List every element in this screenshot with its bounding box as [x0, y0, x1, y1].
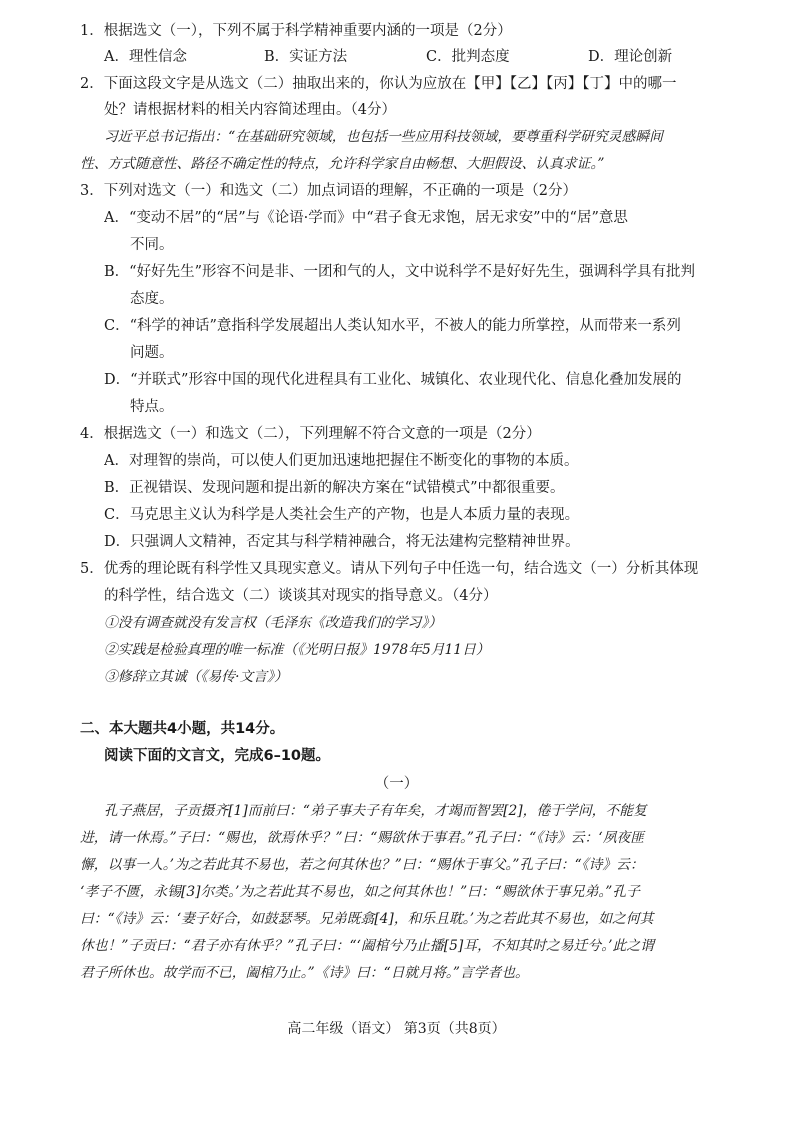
q1-option-c: C．批判态度: [426, 49, 510, 65]
q4-option-d: D．只强调人文精神，否定其与科学精神融合，将无法建构完整精神世界。: [104, 534, 580, 550]
q5-item-3: ③修辞立其诚（《易传·文言》）: [104, 669, 288, 685]
q3-option-b-line2: 态度。: [130, 291, 174, 307]
q2-quote-line2: 性、方式随意性、路径不确定性的特点，允许科学家自由畅想、大胆假设、认真求证。”: [80, 156, 605, 172]
q5-line2: 的科学性，结合选文（二）谈谈其对现实的指导意义。（4分）: [104, 588, 498, 604]
q3-stem: 3．下列对选文（一）和选文（二）加点词语的理解，不正确的一项是（2分）: [80, 183, 577, 199]
q5-item-2: ②实践是检验真理的唯一标准（《光明日报》1978年5月11日）: [104, 642, 490, 658]
q3-option-c-line2: 问题。: [130, 345, 174, 361]
passage-line-1: 孔子燕居，子贡摄齐[1]而前曰：“弟子事夫子有年矣，才竭而智罢[2]，倦于学问，不能复: [104, 803, 647, 819]
q1-stem: 1．根据选文（一），下列不属于科学精神重要内涵的一项是（2分）: [80, 23, 512, 39]
section2-heading: 二、本大题共4小题，共14分。: [80, 721, 285, 737]
section2-instruction: 阅读下面的文言文，完成6–10题。: [104, 748, 331, 764]
q4-option-a: A．对理智的崇尚，可以使人们更加迅速地把握住不断变化的事物的本质。: [104, 453, 579, 469]
q3-option-d-line2: 特点。: [130, 399, 174, 415]
q3-option-a-line2: 不同。: [130, 237, 174, 253]
q2-quote-line1: 习近平总书记指出：“在基础研究领域，也包括一些应用科技领域，要尊重科学研究灵感瞬间: [104, 129, 663, 145]
q3-option-d-line1: D．“并联式”形容中国的现代化进程具有工业化、城镇化、农业现代化、信息化叠加发展的: [104, 372, 682, 388]
q2-line1: 2．下面这段文字是从选文（二）抽取出来的，你认为应放在【甲】【乙】【丙】【丁】中的哪一: [80, 76, 677, 92]
passage-line-4: ‘孝子不匮，永锡[3]尔类。’为之若此其不易也，如之何其休也！”曰：“赐欲休于事兄弟。”孔子: [80, 884, 640, 900]
q5-line1: 5．优秀的理论既有科学性又具现实意义。请从下列句子中任选一句，结合选文（一）分析其体现: [80, 561, 699, 577]
q4-stem: 4．根据选文（一）和选文（二），下列理解不符合文意的一项是（2分）: [80, 426, 541, 442]
q1-option-d: D．理论创新: [588, 49, 673, 65]
q1-option-a: A．理性信念: [104, 49, 187, 65]
passage-line-7: 君子所休也。故学而不已，阖棺乃止。”《诗》曰：“日就月将。”言学者也。: [80, 965, 529, 981]
passage-title: （一）: [374, 776, 419, 792]
passage-line-6: 休也！”子贡曰：“君子亦有休乎？”孔子曰：“‘阖棺兮乃止播[5]耳，不知其时之易迁兮。’此之谓: [80, 938, 654, 954]
passage-line-5: 曰：“《诗》云：‘妻子好合，如鼓瑟琴。兄弟既翕[4]，和乐且耽。’为之若此其不易也，如之何其: [80, 911, 654, 927]
q3-option-a-line1: A．“变动不居”的“居”与《论语·学而》中“君子食无求饱，居无求安”中的“居”意思: [104, 210, 628, 226]
passage-line-3: 懈，以事一人。’为之若此其不易也，若之何其休也？”曰：“赐休于事父。”孔子曰：“《诗》云：: [80, 857, 644, 873]
q2-line2: 处？请根据材料的相关内容简述理由。（4分）: [104, 102, 396, 118]
q4-option-b: B．正视错误、发现问题和提出新的解决方案在“试错模式”中都很重要。: [104, 480, 565, 496]
q3-option-b-line1: B．“好好先生”形容不问是非、一团和气的人，文中说科学不是好好先生，强调科学具有批判: [104, 264, 695, 280]
q1-option-b: B．实证方法: [264, 49, 348, 65]
q5-item-1: ①没有调查就没有发言权（毛泽东《改造我们的学习》）: [104, 615, 443, 631]
passage-line-2: 进，请一休焉。”子曰：“赐也，欲焉休乎？”曰：“赐欲休于事君。”孔子曰：“《诗》云：‘夙夜匪: [80, 830, 645, 846]
q3-option-c-line1: C．“科学的神话”意指科学发展超出人类认知水平，不被人的能力所掌控，从而带来一系列: [104, 318, 681, 334]
q4-option-c: C．马克思主义认为科学是人类社会生产的产物，也是人本质力量的表现。: [104, 507, 580, 523]
page-footer: 高二年级（语文） 第3页（共8页）: [287, 1021, 506, 1037]
